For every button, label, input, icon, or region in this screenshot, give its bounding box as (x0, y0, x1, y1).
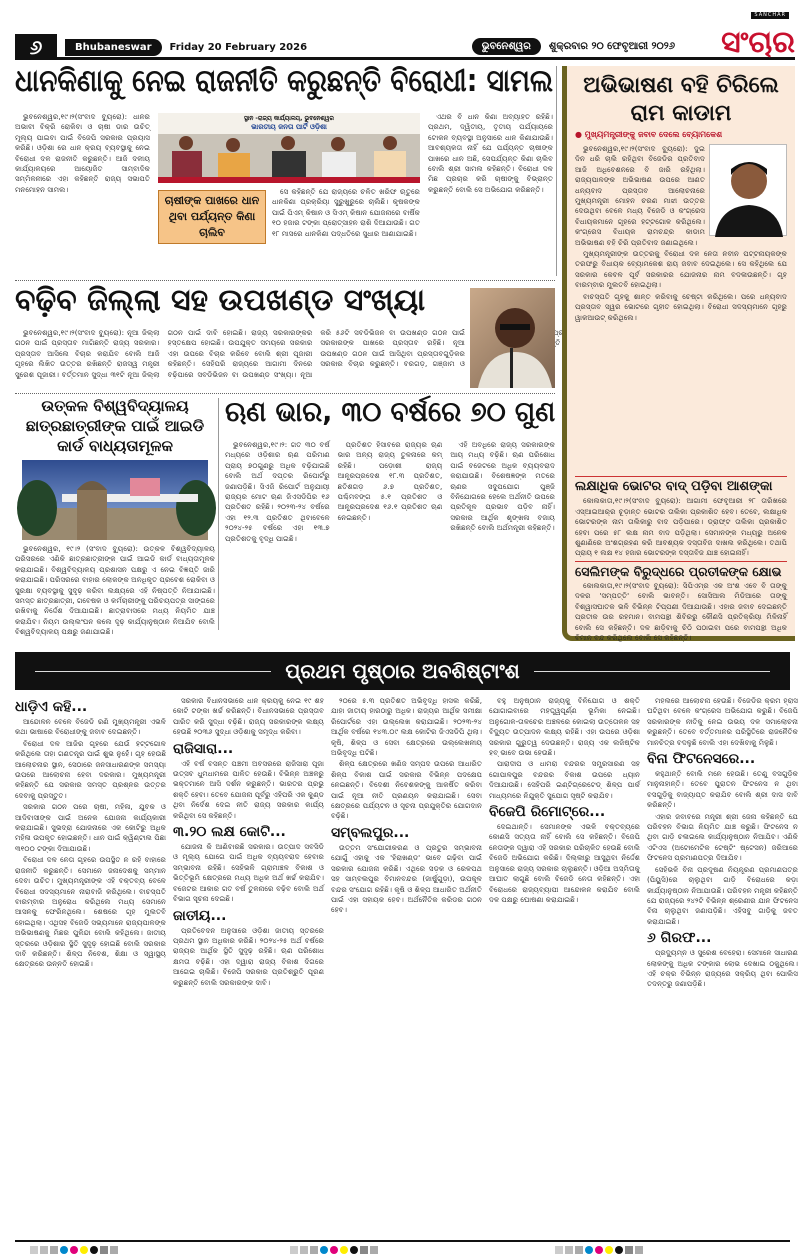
continued-column-1 (15, 696, 166, 1236)
paragraph: ପାରାଦୀପ ଓ ଧାମରା ବନ୍ଦରର ସମ୍ପ୍ରସାରଣ ସହ ଗୋପାଳପୁର ବନ୍ଦରର ବିକାଶ ଉପରେ ଧ୍ୟାନ ଦିଆଯାଉଛି। ସେହିପରି ଇଣ୍ଟିଗ୍ରେଟେଡ୍ ଶିଳ୍ପ ପାର୍କ ମାଧ୍ୟମରେ ନିଯୁକ୍ତି ସୁଯୋଗ ସୃଷ୍ଟି କରାଯିବ। (489, 759, 640, 800)
paragraph: କୋଲକାତା,୧୯।୨(ସଂବାଦ ବ୍ୟୁରୋ): ଆଗାମୀ ଫେବୃଆରୀ ୨୮ ତାରିଖରେ ଏସ୍‌ଆଇଆର୍‌ର ଚୂଡ଼ାନ୍ତ ଭୋଟର ତାଲିକା ପ୍ରକାଶିତ ହେବ। ତେବେ, ଲକ୍ଷାଧିକ ଭୋଟରଙ୍କ ନାମ ତାଲିକାରୁ ବାଦ ପଡ଼ିପାରେ। ଡ୍ରାଫ୍ଟ ତାଲିକା ପ୍ରକାଶିତ ହେବା ପରେ ୫୮ ଲକ୍ଷ ନାମ ବାଦ ପଡ଼ିଥିଲା। ସେମାନଙ୍କ ମଧ୍ୟରୁ ଅନେକ ଶୁଣାଣିରେ ଅଂଶଗ୍ରହଣ କରି ଆବଶ୍ୟକ ଦସ୍ତାବିଜ ଦାଖଲ କରିଥିଲେ। ତଥାପି ପ୍ରାୟ ୧ ଲକ୍ଷ ୧୪ ହଜାର ଭୋଟରଙ୍କ ଦସ୍ତାବିଜ ଯାଞ୍ଚ ହୋଇନାହିଁ। (575, 496, 787, 558)
paragraph: ସରକାର ଗଠନ ପରେ ଚାଷୀ, ମହିଳା, ଯୁବକ ଓ ଆଦିବାସୀଙ୍କ ପାଇଁ ଅନେକ ଯୋଜନା କାର୍ଯ୍ୟକାରୀ କରାଯାଇଛି। ସୁଭଦ୍ରା ଯୋଜନାରେ ଏକ କୋଟିରୁ ଅଧିକ ମହିଳା ଉପକୃତ ହୋଇଛନ୍ତି। ଧାନ ପାଇଁ କ୍ୱିଣ୍ଟାଲ ପିଛା ୩୧୦୦ ଟଙ୍କା ଦିଆଯାଉଛି। (15, 802, 166, 853)
paragraph: ସରକାର ବିଧାନସଭାରେ ଧାନ କ୍ରୟକୁ ନେଇ ୧୯ ଶହ କୋଟି ଟଙ୍କା ଖର୍ଚ୍ଚ କରିଛନ୍ତି। ବିଧାନସଭାରେ ପ୍ରସ୍ତାବ ପାରିତ କରି ସୁଦ୍ଧା ବଢ଼ିଛି। ରାଜ୍ୟ ସରକାରଙ୍କ ଲକ୍ଷ୍ୟ ହେଉଛି ୨୦୩୬ ସୁଦ୍ଧା ଓଡ଼ିଶାକୁ ସମୃଦ୍ଧ କରିବା। (173, 696, 324, 737)
sanchar-logo: ସଂଚାର (721, 25, 795, 60)
paragraph: ଯୋଜନା କି ଆଣିବାରଛି ସରକାର। ଉତ୍ପାଦ ସବସିଡି ଓ ମୂଲ୍ୟ ଯୋଗେ ପାଇଁ ଅଧିକ ବ୍ୟୟବରାଦ ହେବାର ସମ୍ଭାବନା ରହିଛି। ସେହିଭଳି ଗ୍ରାମାଞ୍ଚଳ ବିକାଶ ଓ ଭିତ୍ତିଭୂମି କ୍ଷେତ୍ରରେ ମଧ୍ୟ ଅଧିକ ଅର୍ଥ ଖର୍ଚ୍ଚ କରାଯିବ। ବଜେଟର ଆକାର ଗତ ବର୍ଷ ତୁଳନାରେ ବଢ଼ିବ ବୋଲି ଅର୍ଥ ବିଭାଗ ସୂଚନା ଦେଇଛି। (173, 842, 324, 904)
paragraph: ବହୁ ଅନୁଷ୍ଠାନ ରାଜ୍ୟକୁ ବିନିଯୋଗ ଓ ଶକ୍ତି ଯୋଗାଇବାରେ ମହତ୍ତ୍ୱପୂର୍ଣ୍ଣ ଭୂମିକା ନେଇଛି। ଅନୁଗୋଳ-ତାଳଚେର ଅଞ୍ଚଳରେ କୋଇଲା ଉତ୍ତୋଳନ ସହ ବିଦ୍ୟୁତ ଉତ୍ପାଦନ ଲକ୍ଷ୍ୟ ରହିଛି। ଏହା ଉପରେ ଓଡ଼ିଶା ସରକାର ଗୁରୁତ୍ୱ ଦେଉଛନ୍ତି। ରାଜ୍ୟ ଏକ ଲଜିଷ୍ଟିକ ହବ୍ ଭାବେ ଉଭା ହେଉଛି। (489, 696, 640, 758)
debt-headline: ଋଣ ଭାର, ୩୦ ବର୍ଷରେ ୭୦ ଗୁଣ (225, 395, 556, 428)
continued-section-body (15, 717, 166, 970)
continued-section-heading: ସମ୍ବଲପୁର... (331, 824, 410, 841)
debt-body (225, 440, 555, 630)
mla-portrait-photo (709, 144, 787, 236)
continued-section-heading: ଜାତୀୟ... (173, 907, 227, 924)
date-odia: ଶୁକ୍ରବାର ୨୦ ଫେବୃଆରୀ ୨୦୨୬ (548, 41, 675, 52)
continued-column-3 (331, 696, 482, 1236)
continued-section-body (173, 759, 324, 821)
masthead-right (472, 38, 675, 55)
continued-column-5 (647, 696, 798, 1236)
paragraph: କହୁଥାନ୍ତି ବୋଲି ମନେ ହେଉଛି। ତେଣୁ ବସଗୁଡ଼ିକ ମାନୁନାହାନ୍ତି। ତେବେ ପୁରାତନ ଫିଟନେସ ନ ଥିବା ବସଗୁଡ଼ିକୁ ବାଜ୍ୟାପ୍ତ କରାଯିବ ବୋଲି ଶ୍ରୀ ଦାସ ଦାବି କରିଛନ୍ତି। (647, 769, 798, 810)
paragraph: ଭୁବନେଶ୍ୱର,୧୯।୨: ଗତ ୩୦ ବର୍ଷ ମଧ୍ୟରେ ଓଡ଼ିଶାର ଋଣ ପରିମାଣ ପ୍ରାୟ ୭୦ଗୁଣରୁ ଅଧିକ ବଢ଼ିଯାଇଛି ବୋଲି ଅର୍ଥ ଦପ୍ତର ରିପୋର୍ଟରୁ ଜଣାପଡ଼ିଛି। ସିଏଜି ରିପୋର୍ଟ ଅନୁଯାୟୀ ରାଜ୍ୟର ମୋଟ ଋଣ ଜିଏସଡିପିର ୧୬ ପ୍ରତିଶତ ରହିଛି। ୨୦୨୩-୨୪ ବର୍ଷରେ ଏହା ୧୨.୩ ପ୍ରତିଶତ ଥିବାବେଳେ ୨୦୨୪-୨୫ ବର୍ଷରେ ଏହା ୧୩.୭ ପ୍ରତିଶତକୁ ବୃଦ୍ଧି ପାଇଛି। (225, 440, 330, 543)
continued-section-body (489, 696, 640, 801)
pullquote: ଚାଷୀଙ୍କ ପାଖରେ ଧାନ ଥିବା ପର୍ଯ୍ୟନ୍ତ କିଣା ଚାଲିବ (158, 190, 266, 244)
color-registration-bar (290, 1246, 378, 1254)
university-gate-photo (22, 460, 208, 540)
continued-section-body (173, 842, 324, 904)
city-pill-english: Bhubaneswar (65, 39, 162, 56)
press-conference-photo (158, 113, 420, 183)
sidebar-body-1 (575, 144, 787, 474)
paragraph: ମୁଖ୍ୟମନ୍ତ୍ରୀଙ୍କ ଉତ୍ତରକୁ ବିରୋଧୀ ଦଳ ନେତା ନବୀନ ପଟ୍ଟନାୟକଙ୍କ ତରଫରୁ ବିଧାୟକ ବ୍ୟୋମକେଶ ରାୟ ଜବାବ ଦେଇଥିଲେ। ସେ କହିଥିଲେ ଯେ ସରକାର କେବଳ ପୂର୍ବ ସରକାରର ଯୋଜନାର ନାମ ବଦଳାଉଛନ୍ତି। ଗୃହ ବାରମ୍ବାର ମୁଲତବି ହୋଇଥିଲା। (575, 249, 787, 290)
paragraph: ଦେଇଥାନ୍ତି। ସେମାନଙ୍କ ଏଭଳି ବକ୍ତବ୍ୟରେ କୋଣସି ସତ୍ୟତା ନାହିଁ ବୋଲି ସେ କହିଛନ୍ତି। ବିଜେପି ନେତାଙ୍କ ଦ୍ୱାରା ଏହି ସରକାର ପରିଚାଳିତ ହେଉଛି ବୋଲି ବିଜେଡି ଅଭିଯୋଗ କରିଛି। ଦିଲ୍ଲୀରୁ ଆସୁଥିବା ନିର୍ଦ୍ଦେଶ ଅନୁସାରେ ରାଜ୍ୟ ସରକାର ଚାଲୁଛନ୍ତି। ଓଡ଼ିଆ ଅସ୍ମିତାକୁ ଆଘାତ ଲାଗୁଛି ବୋଲି ବିଜେଡି ନେତା କହିଛନ୍ତି। ଏହା ବିରୋଧରେ ରାଜ୍ୟବ୍ୟାପୀ ଆନ୍ଦୋଳନ କରାଯିବ ବୋଲି ଦଳ ପକ୍ଷରୁ ଘୋଷଣା କରାଯାଇଛି। (489, 822, 640, 904)
minister-photo (470, 288, 555, 388)
sidebar-box (562, 66, 795, 641)
continued-section-body (173, 696, 324, 738)
paragraph: ଏହି ଅବଧିରେ ରାଜ୍ୟ ସରକାରଙ୍କ ଆୟ ମଧ୍ୟ ବଢ଼ିଛି। ଋଣ ପରିଶୋଧ ପାଇଁ ବଜେଟରେ ଅଧିକ ବ୍ୟୟବରାଦ କରାଯାଉଛି। ବିଶେଷଜ୍ଞଙ୍କ ମତରେ ଋଣର ସଦୁପଯୋଗ ପୁଞ୍ଜି ବିନିଯୋଗରେ ହେଲେ ଅର୍ଥନୀତି ଉପରେ ପ୍ରତିକୂଳ ପ୍ରଭାବ ପଡ଼ିବ ନାହିଁ। ସରକାର ଆର୍ଥିକ ଶୃଙ୍ଖଳା ବଜାୟ ରଖିଛନ୍ତି ବୋଲି ଅର୍ଥମନ୍ତ୍ରୀ କହିଛନ୍ତି। (450, 440, 555, 533)
column-divider (218, 398, 219, 630)
sidebar-headline-1: ଅଭିଭାଷଣ ବହି ଚିରିଲେ ରାମ କାଡାମ (583, 73, 779, 126)
paragraph: ଏଥର ବି ଧାନ କିଣା ଅବ୍ୟାହତ ରହିଛି। ପ୍ରଥମ, ଦ୍ୱିତୀୟ, ତୃତୀୟ ପର୍ଯ୍ୟାୟରେ ଟୋକନ ବ୍ୟବସ୍ଥା ଅନୁସାରେ ଧାନ କିଣାଯାଉଛି। ଆବଶ୍ୟକତା ନାହିଁ ଯେ ପର୍ଯ୍ୟନ୍ତ ଚାଷୀଙ୍କ ପାଖରେ ଧାନ ଅଛି, ସେପର୍ଯ୍ୟନ୍ତ କିଣା ଚାଲିବ ବୋଲି ଶ୍ରୀ ସାମଲ କହିଛନ୍ତି। ବିରୋଧୀ ଦଳ ମିଛ ପ୍ରଚାର କରି ଚାଷୀଙ୍କୁ ବିଭ୍ରାନ୍ତ କରୁଛନ୍ତି ବୋଲି ସେ ଅଭିଯୋଗ କରିଛନ୍ତି। (428, 112, 553, 194)
people-silhouettes (158, 133, 420, 183)
paragraph: ସେ କହିଛନ୍ତି ଯେ ରାଜ୍ୟରେ ଚଳିତ ଖରିଫ ଋତୁରେ ଧାନକିଣା ପ୍ରକ୍ରିୟା ସୁରୁଖୁରୁରେ ଚାଲିଛି। କୃଷକଙ୍କ ପାଇଁ ପିଏମ୍ କିଷାନ ଓ ସିଏମ୍ କିଷାନ ଯୋଜନାରେ ବାର୍ଷିକ ୧୦ ହଜାର ଟଙ୍କା ପ୍ରୋତ୍ସାହନ ରାଶି ଦିଆଯାଉଛି। ଗତ ୧୮ ମାସରେ ଧାନକିଣା ପଦ୍ଧତିରେ ସୁଧାର ଆଣାଯାଇଛି। (272, 187, 420, 238)
lead-body-right (428, 112, 553, 275)
logo-tag: SANCHAR (751, 12, 789, 19)
continued-section-heading: ବିଜେପି ରିମୋଟ୍‌ରେ... (489, 804, 606, 821)
paragraph: ବିରୋଧୀ ଦଳ ନେତା ଗୃହରେ ଉପସ୍ଥିତ ନ ରହି ବାହାରେ ରାଜନୀତି କରୁଛନ୍ତି। ସେମାନେ ଜନାଦେଶକୁ ସମ୍ମାନ ଦେବା ଉଚିତ। ମୁଖ୍ୟମନ୍ତ୍ରୀଙ୍କ ଏହି ବକ୍ତବ୍ୟ ବେଳେ ବିରୋଧୀ ସଦସ୍ୟମାନେ ନାରାବାଜି କରିଥିଲେ। ବାଚସ୍ପତି ବାରମ୍ବାର ଅନୁରୋଧ କରିଥିଲେ ମଧ୍ୟ ସେମାନେ ଆସନକୁ ଫେରିନଥିଲେ। ଶେଷରେ ଗୃହ ମୁଲତବି ହୋଇଥିଲା। ଏଥିସହ ବିଜେଡି ସଭ୍ୟମାନେ ରାଜ୍ୟପାଳଙ୍କ ଅଭିଭାଷଣକୁ ମିଛର ପୁଳିନ୍ଦା ବୋଲି କହିଥିଲେ। ଜାତୀୟ ସ୍ତରରେ ଓଡ଼ିଶାର ସ୍ଥିତି ସୁଦୃଢ଼ ହୋଇଛି ବୋଲି ସରକାର ଦାବି କରିଛନ୍ତି। ଶିଳ୍ପ ନିବେଶ, ଶିକ୍ଷା ଓ ସ୍ୱାସ୍ଥ୍ୟ କ୍ଷେତ୍ରରେ ଉନ୍ନତି ହୋଇଛି। (15, 855, 166, 969)
sidebar-headline-3: ସେଲିମଙ୍କ ବିରୁଦ୍ଧରେ ପ୍ରତୀକଙ୍କ କ୍ଷୋଭ (575, 561, 787, 579)
paragraph: ୨୦ରେ ୫.୩ ପ୍ରତିଶତ ଅଭିବୃଦ୍ଧି ହାସଲ କରିଛି, ଯାହା ଜାତୀୟ ହାରଠାରୁ ଅଧିକ। ରାଜ୍ୟର ଆର୍ଥିକ ସମୀକ୍ଷା ରିପୋର୍ଟରେ ଏହା ଉଲ୍ଲେଖ କରାଯାଇଛି। ୨୦୨୩-୨୪ ଆର୍ଥିକ ବର୍ଷରେ ୧୪୩.୦୯ ଲକ୍ଷ କୋଟିର ଜିଏସଡିପି ଥିଲା। କୃଷି, ଶିଳ୍ପ ଓ ସେବା କ୍ଷେତ୍ରରେ ଉଲ୍ଲେଖନୀୟ ଅଭିବୃଦ୍ଧି ଘଟିଛି। (331, 696, 482, 758)
paragraph: ଏହି ବର୍ଷ ବସନ୍ତ ପଞ୍ଚମୀ ଅବସରରେ ରାଜିସାରା ପୂଜା ଉତ୍ସବ ଧୁମଧାମରେ ପାଳିତ ହେଉଛି। ବିଭିନ୍ନ ଅଞ୍ଚଳରୁ ଭକ୍ତମାନେ ଆସି ଦର୍ଶନ କରୁଛନ୍ତି। ଭାରତର ପ୍ରଭୁ ଶକ୍ତି ହେବା। ତେବେ ଯୋଜନା ପୂର୍ବରୁ ଏହିପରି ଏକ କୁଣ୍ଡ ଥିବା ନିର୍ଦେଶ ଦେଇ ନୀତି ରାଜ୍ୟ ସରକାର କାର୍ଯ୍ୟ କରିଥିବା ସେ କହିଛନ୍ତି। (173, 758, 324, 820)
continued-section-body (647, 696, 798, 748)
speaker-portrait (470, 288, 555, 388)
sidebar-headline-2: ଲକ୍ଷାଧିକ ଭୋଟର ବାଦ୍ ପଡ଼ିବା ଆଶଙ୍କା (575, 476, 787, 494)
page-number: ୬ (15, 34, 57, 60)
masthead-left (15, 34, 307, 60)
lead-body-middle (272, 187, 420, 275)
paragraph: କୋଲକାତା,୧୯।୨(ସଂବାଦ ବ୍ୟୁରୋ): ସିପିଏମ୍‌ର ଏକ ଅଂଶ ଏବେ ବି ତାଙ୍କୁ ଦଳର 'ସମ୍ପତ୍ତି' ବୋଲି ଭାବନ୍ତି। ସୋସିଆଲ ମିଡିଆରେ ତାଙ୍କୁ ବିଶ୍ୱାସଘାତକ ଭଳି ବିଭିନ୍ନ ଟିପ୍ପଣୀ ଦିଆଯାଉଛି। ଏହାର ଜବାବ ଦେଇଛନ୍ତି ପ୍ରତୀକ ଉର ରହମାନ। ବାମପନ୍ଥୀ ଶିବିରରୁ କୌଣସି ପ୍ରତିକ୍ରିୟା ମିଳିନାହିଁ ବୋଲି ସେ କହିଛନ୍ତି। ଦଳ ଛାଡ଼ିବାକୁ ଚିଠି ପଠାଇବା ପରେ ବାମପନ୍ଥୀ ଅଧିକ ବିମାନ ବନ୍ଦ କରିଥିଲେ ବୋଲି ସେ କହିଛନ୍ତି। (575, 581, 787, 643)
paragraph: ପ୍ରତିବେଦନ ଅନୁସାରେ ଓଡ଼ିଶା ଜାତୀୟ ସ୍ତରରେ ପ୍ରଥମ ସ୍ଥାନ ଅଧିକାର କରିଛି। ୨୦୨୪-୨୫ ଅର୍ଥ ବର୍ଷରେ ରାଜ୍ୟର ଆର୍ଥିକ ସ୍ଥିତି ସୁଦୃଢ଼ ରହିଛି। ଋଣ ପରିଶୋଧ କ୍ଷମତା ବଢ଼ିଛି। ଏହା ଦ୍ୱାରା ରାଜ୍ୟ ବିକାଶ ଦିଗରେ ଆଗେଇ ଚାଲିଛି। ବିଜେପି ସରକାର ପ୍ରତିଶ୍ରୁତି ପୂରଣ କରୁଛନ୍ତି ବୋଲି ସରକାରଙ୍କ ଦାବି। (173, 925, 324, 987)
page-bottom-rule (15, 1240, 790, 1242)
utkal-story (15, 396, 215, 637)
continued-section-heading: ରାଜିସାରା... (173, 740, 234, 757)
divider (15, 393, 555, 394)
color-registration-bar (555, 1246, 643, 1254)
masthead (15, 12, 795, 60)
paragraph: ପ୍ରଦ୍ୟୁମ୍ନ ଓ ସୁରେଶ ବେହେରା। ସେମାନେ ସାଧାରଣ ଲୋକଙ୍କୁ ଅଧିକ ଟଙ୍କାର ଲୋଭ ଦେଖାଇ ଠକୁଥିଲେ। ଏହି ଚକ୍ର ବିଭିନ୍ନ ରାଜ୍ୟରେ ସକ୍ରିୟ ଥିବା ପୋଲିସ ତଦନ୍ତରୁ ଜଣାପଡ଼ିଛି। (647, 948, 798, 989)
continued-section-body (331, 696, 482, 822)
lead-headline: ଧାନକିଣାକୁ ନେଇ ରାଜନୀତି କରୁଛନ୍ତି ବିରୋଧୀ: ସାମଲ (15, 63, 554, 99)
continued-section-heading: ୩.୨୦ ଲକ୍ଷ କୋଟି... (173, 824, 286, 841)
continued-section-heading: ଧାଡ଼ିଏ କହି... (15, 699, 88, 715)
continued-section-body (647, 769, 798, 927)
sidebar-subhead: ● ମୁଖ୍ୟମନ୍ତ୍ରୀଙ୍କୁ ଜବାବ ଦେଲେ ବ୍ୟୋମକେଶ (575, 130, 723, 139)
paragraph: ବାଚସ୍ପତି ଗୃହକୁ ଶାନ୍ତ କରିବାକୁ ଚେଷ୍ଟା କରିଥିଲେ। ପରେ ଧନ୍ୟବାଦ ପ୍ରସ୍ତାବ ସ୍ୱର ଭୋଟରେ ଗୃହୀତ ହୋଇଥିଲା। ବିରୋଧୀ ସଦସ୍ୟମାନେ ଗୃହରୁ ୱାକଆଉଟ୍ କରିଥିଲେ। (575, 291, 787, 322)
city-pill-odia: ଭୁବନେଶ୍ୱର (472, 38, 541, 55)
continued-section-body (331, 843, 482, 916)
paragraph: ଉତ୍ତମ ସଂଯୋଗୀକରଣ ଓ ପ୍ରତୁର ସମ୍ଭାବନା ଯୋଗୁଁ ଏହାକୁ ଏକ 'ହିରାଖଣ୍ଡ' ଭାବେ ଗଢ଼ିବା ପାଇଁ ସରକାର ଯୋଜନା କରିଛି। ଏଥିରେ ସଡ଼କ ଓ ରେଳପଥ ସହ ସାମ୍ବଲପୁର ବିମାନବନ୍ଦର (ଜାର୍ଷୁଗୁଡ଼ା), ଉପକୂଳ ବନ୍ଦର ସଂଯୋଗ ରହିଛି। କୃଷି ଓ ଶିଳ୍ପ ଆଧାରିତ ଅର୍ଥନୀତି ପାଇଁ ଏହା ସହାୟକ ହେବ। ଅର୍ଥନୈତିକ କରିଡର ଗଠନ ହେବ। (331, 842, 482, 915)
continued-section-body (489, 822, 640, 905)
utkal-headline: ଉତ୍କଳ ବିଶ୍ୱବିଦ୍ୟାଳୟ ଛାତ୍ରଛାତ୍ରୀଙ୍କ ପାଇଁ ଆଇଡି କାର୍ଡ ବାଧ୍ୟତାମୂଳକ (25, 397, 205, 455)
banner-title: ପ୍ରଥମ ପୃଷ୍ଠାର ଅବଶିଷ୍ଟାଂଶ (271, 659, 533, 683)
lead-body-left (15, 112, 150, 272)
divider (15, 280, 555, 281)
continued-column-4 (489, 696, 640, 1236)
district-body (15, 328, 465, 390)
continued-section-body (173, 926, 324, 988)
sidebar-body-3 (575, 581, 787, 643)
paragraph: ଭୁବନେଶ୍ୱର,୧୯।୨(ସଂବାଦ ବ୍ୟୁରୋ): ଧାନର ଅଭାବୀ ବିକ୍ରି ରୋକିବା ଓ ଚାଷୀ ଡାର ଉଚିତ୍ ମୂଲ୍ୟ ପାଇବା ପାଇଁ ବିଜେପି ସରକାର ପ୍ରୟାସ କରିଛି। ଓଡ଼ିଶା ରେ ଧାନ କ୍ରୟ ବ୍ୟବସ୍ଥାକୁ ନେଇ ବିରୋଧୀ ଦଳ ରାଜନୀତି କରୁଛନ୍ତି। ଆଜି ଦଳୀୟ କାର୍ଯ୍ୟାଳୟରେ ଆୟୋଜିତ ସାମ୍ବାଦିକ ସମ୍ମିଳନୀରେ ଏହା କହିଛନ୍ତି ରାଜ୍ୟ ସଭାପତି ମନମୋହନ ସାମଲ। (15, 112, 150, 194)
photo-banner-text: ଭାରତୀୟ ଜନତା ପାର୍ଟି ଓଡ଼ିଶା (251, 123, 327, 131)
utkal-body (15, 544, 215, 639)
color-registration-bar (30, 1246, 118, 1254)
continued-section-heading: ୬ ଗିରଫ... (647, 930, 712, 947)
subhead-text: ମୁଖ୍ୟମନ୍ତ୍ରୀଙ୍କୁ ଜବାବ ଦେଲେ ବ୍ୟୋମକେଶ (584, 130, 723, 139)
paragraph: ମହଲରେ ଆଲୋଚନା ହେଉଛି। ବିଜେଡିର କ୍ରମ ହ୍ରାସ ଘଟିଥିବା ବେଳେ କଂଗ୍ରେସ ଅଭିଯୋଗ କରୁଛି। ବିଜେପି ସରକାରଙ୍କ ନୀତିକୁ ନେଇ ଉଭୟ ଦଳ ସମାଲୋଚନା କରୁଛନ୍ତି। ତେବେ ବର୍ତ୍ତମାନର ପରିସ୍ଥିତିରେ ରାଜନୈତିକ ମାନଚିତ୍ର ବଦଳୁଛି ବୋଲି ଏହା ଦେଖିବାକୁ ମିଳୁଛି। (647, 696, 798, 747)
paragraph: ସେହିଭଳି ବିନା ପ୍ରଦୂଷଣ ନିୟନ୍ତ୍ରଣ ପ୍ରମାଣପତ୍ର (ପିୟୁସି)ରେ ଚାଲୁଥିବା ଗାଡ଼ି ବିରୋଧରେ କଡ଼ା କାର୍ଯ୍ୟାନୁଷ୍ଠାନ ନିଆଯାଉଛି। ପରିବହନ ମନ୍ତ୍ରୀ କହିଛନ୍ତି ଯେ ରାଜ୍ୟରେ ୨୪୨ଟି ବିଭିନ୍ନ ଶ୍ରେଣୀର ଯାନ ଫିଟନେସ ବିନା ଚାଲୁଥିବା ଜଣାପଡ଼ିଛି। ଏହିସବୁ ଗାଡ଼ିକୁ ଜବତ କରାଯାଇଛି। (647, 864, 798, 926)
continued-column-2 (173, 696, 324, 1236)
district-headline: ବଢ଼ିବ ଜିଲ୍ଲା ସହ ଉପଖଣ୍ଡ ସଂଖ୍ୟା (15, 283, 426, 318)
paragraph: ଏହାର ଜବାବରେ ମନ୍ତ୍ରୀ ଶ୍ରୀ ଜେନା କହିଛନ୍ତି ଯେ ପରିବହନ ବିଭାଗ ନିୟମିତ ଯାଞ୍ଚ କରୁଛି। ଫିଟନେସ ନ ଥିବା ଗାଡ଼ି ଚଳାଇଲେ କାର୍ଯ୍ୟାନୁଷ୍ଠାନ ନିଆଯିବ। ଏଣିକି ଏଟିଏସ (ଅଟୋମେଟିକ ଟେଷ୍ଟିଂ ଷ୍ଟେସନ) ଜରିଆରେ ଫିଟନେସ ପ୍ରମାଣପତ୍ର ଦିଆଯିବ। (647, 811, 798, 863)
paragraph: ବିରୋଧୀ ଦଳ ଆଜିର ଗୃହରେ ଯେଉଁ ହଟ୍ଟଗୋଳ କରିଥିଲେ ତାହା ଗଣତନ୍ତ୍ର ପାଇଁ ଶୁଭ ନୁହେଁ। ଗୃହ ହେଉଛି ଆଲୋଚନାର ସ୍ଥାନ, ସେଠାରେ ଜନସାଧାରଣଙ୍କ ସମସ୍ୟା ଉପରେ ଆଲୋଚନା ହେବା ଦରକାର। ମୁଖ୍ୟମନ୍ତ୍ରୀ କହିଛନ୍ତି ଯେ ସରକାର ସମସ୍ତ ପ୍ରଶ୍ନର ଉତ୍ତର ଦେବାକୁ ପ୍ରସ୍ତୁତ। (15, 738, 166, 800)
paragraph: ଶିଳ୍ପ କ୍ଷେତ୍ରରେ ଖଣିଜ ସମ୍ପଦ ଉପରେ ଆଧାରିତ ଶିଳ୍ପ ବିକାଶ ପାଇଁ ସରକାର ବିଭିନ୍ନ ପଦକ୍ଷେପ ନେଇଛନ୍ତି। ବିଦେଶୀ ନିବେଶକଙ୍କୁ ଆକର୍ଷିତ କରିବା ପାଇଁ ନୂଆ ନୀତି ପ୍ରଣୟନ କରାଯାଇଛି। ସେବା କ୍ଷେତ୍ରରେ ପର୍ଯ୍ୟଟନ ଓ ସୂଚନା ପ୍ରଯୁକ୍ତିର ଯୋଗଦାନ ବଢ଼ିଛି। (331, 759, 482, 821)
person-portrait (710, 145, 788, 237)
continued-section-heading: ବିନା ଫିଟନେସରେ... (647, 751, 756, 768)
date-english: Friday 20 February 2026 (169, 41, 308, 53)
paragraph: ଆନ୍ଦୋଳନ ବେଳେ ବିଜେଡି ରଣି ମୁଖ୍ୟମନ୍ତ୍ରୀ ଏଭଳି କଥା ଭାଷାରେ ବିରୋଧୀଙ୍କୁ ଜବାବ ଦେଇଛନ୍ତି। (15, 717, 166, 737)
paragraph: ପ୍ରତିଶତ ହିସାବରେ ରାଜ୍ୟର ଋଣ ଭାର ଅନ୍ୟ ରାଜ୍ୟ ତୁଳନାରେ କମ୍ ରହିଛି। ପଡ଼ୋଶୀ ରାଜ୍ୟ ଆନ୍ଧ୍ରପ୍ରଦେଶ ୧୮.୩ ପ୍ରତିଶତ, ଛତିଶଗଡ଼ ୬.୭ ପ୍ରତିଶତ, ପଶ୍ଚିମବଙ୍ଗ ୫.୧ ପ୍ରତିଶତ ଓ ଆନ୍ଧ୍ରପ୍ରଦେଶ ୧୬.୧ ପ୍ରତିଶତ ଋଣ ନେଇଛନ୍ତି। (337, 440, 443, 522)
column-divider (556, 66, 557, 276)
gate-illustration (22, 460, 208, 540)
continued-section-body (647, 948, 798, 990)
paragraph: ଭୁବନେଶ୍ୱର, ୧୯।୨ (ସଂବାଦ ବ୍ୟୁରୋ): ଉତ୍କଳ ବିଶ୍ୱବିଦ୍ୟାଳୟ ପରିସରରେ ଏଣିକି ଛାତ୍ରଛାତ୍ରୀଙ୍କ ପାଇଁ ଆଇଡି କାର୍ଡ ବାଧ୍ୟତାମୂଳକ କରାଯାଇଛି। ବିଶ୍ୱବିଦ୍ୟାଳୟ ପ୍ରଶାସନ ପକ୍ଷରୁ ଏ ନେଇ ବିଜ୍ଞପ୍ତି ଜାରି କରାଯାଇଛି। ପରିସରରେ ବାହାର ଲୋକଙ୍କ ଅନଧିକୃତ ପ୍ରବେଶ ରୋକିବା ଓ ସୁରକ୍ଷା ବ୍ୟବସ୍ଥାକୁ ସୁଦୃଢ଼ କରିବା ଲକ୍ଷ୍ୟରେ ଏହି ନିଷ୍ପତ୍ତି ନିଆଯାଇଛି। ସମସ୍ତ ଛାତ୍ରଛାତ୍ରୀ, ଗବେଷକ ଓ କର୍ମଚାରୀଙ୍କୁ ପରିଚୟପତ୍ର ସାଙ୍ଗରେ ରଖିବାକୁ ନିର୍ଦ୍ଦେଶ ଦିଆଯାଇଛି। ଛାତ୍ରାବାସରେ ମଧ୍ୟ ନିୟମିତ ଯାଞ୍ଚ କରାଯିବ। ନିୟମ ଉଲ୍ଲଂଘନ କଲେ ଦୃଢ଼ କାର୍ଯ୍ୟାନୁଷ୍ଠାନ ନିଆଯିବ ବୋଲି ବିଶ୍ୱବିଦ୍ୟାଳୟ ପକ୍ଷରୁ ଜଣାଯାଇଛି। (15, 544, 215, 637)
paragraph: ଭୁବନେଶ୍ୱର,୧୯।୨(ସଂବାଦ ବ୍ୟୁରୋ): ଦୁଇ ଦିନ ଧରି ଚାଲି ରହିଥିବା ବିଜେଡିର ପ୍ରତିବାଦ ଆଜି ଅଧିବେଶନରେ ବି ଜାରି ରହିଥିଲା। ରାଜ୍ୟପାଳଙ୍କ ଅଭିଭାଷଣ ଉପରେ ଆଣତ ଧନ୍ୟବାଦ ପ୍ରସ୍ତାବ ଆଲୋଚନାରେ ମୁଖ୍ୟମନ୍ତ୍ରୀ ମୋହନ ଚରଣ ମାଝୀ ଉତ୍ତର ଦେଉଥିବା ବେଳେ ମଧ୍ୟ ବିଜେଡି ଓ କଂଗ୍ରେସ ବିଧାୟକମାନେ ଗୃହରେ ହଟ୍ଟଗୋଳ କରିଥିଲେ। କଂଗ୍ରେସ ବିଧାୟକ ରାମଚନ୍ଦ୍ର କାଡାମ ଅଭିଭାଷଣ ବହି ଚିରି ପ୍ରତିବାଦ ଜଣାଇଥିଲେ। (575, 144, 705, 247)
photo-caption-top: ସ୍ଥାନ -ରାଜ୍ୟ କାର୍ଯ୍ୟାଳୟ, ଭୁବନେଶ୍ୱର (244, 115, 334, 122)
sidebar-body-2 (575, 496, 787, 558)
paragraph: ଭୁବନେଶ୍ୱର,୧୯।୨(ସଂବାଦ ବ୍ୟୁରୋ): ନୂଆ ଜିଲ୍ଲା ଗଠନ ପାଇଁ ପ୍ରସ୍ତାବ ମାଗିଛନ୍ତି ରାଜ୍ୟ ସରକାର। ପ୍ରସ୍ତାବ ଆସିଲେ ବିଚାର କରାଯିବ ବୋଲି ଆଜି ଗୃହରେ ଲିଖିତ ଉତ୍ତର ରଖିଛନ୍ତି ରାଜସ୍ୱ ମନ୍ତ୍ରୀ ସୁରେଶ ପୂଜାରୀ। ବର୍ତ୍ତମାନ ସୁଦ୍ଧା ୩୧ଟି ନୂଆ ଜିଲ୍ଲା ଗଠନ ପାଇଁ ଦାବି ହୋଇଛି। ରାଜ୍ୟ ସରକାରଙ୍କର ହସ୍ତକ୍ଷେପ ହୋଇଛି। ଉପଯୁକ୍ତ ସମୟରେ ସରକାର ଏହା ଉପରେ ବିଚାର କରିବେ ବୋଲି ଶ୍ରୀ ପୂଜାରୀ କହିଛନ୍ତି। ସେହିପରି ରାଜ୍ୟରେ ଆଗାମୀ ଦିନରେ ବଢ଼ିପାରେ ସବଡିଭିଜନ ବା ଉପଖଣ୍ଡ ସଂଖ୍ୟା। ନୂଆ କରି ୫୬ଟି ସବଡିଭିଜନ ବା ଉପଖଣ୍ଡ ଗଠନ ପାଇଁ ସରକାରଙ୍କ ପାଖରେ ପ୍ରସ୍ତାବ ରହିଛି। ନୂଆ ଉପଖଣ୍ଡ ଗଠନ ପାଇଁ ଆସିଥିବା ପ୍ରସ୍ତାବଗୁଡ଼ିକର ସରକାର ବିଚାର କରୁଛନ୍ତି। ବରଗଡ଼, ଗଞ୍ଜାମ ଓ (15, 328, 465, 379)
continued-banner (15, 652, 790, 690)
